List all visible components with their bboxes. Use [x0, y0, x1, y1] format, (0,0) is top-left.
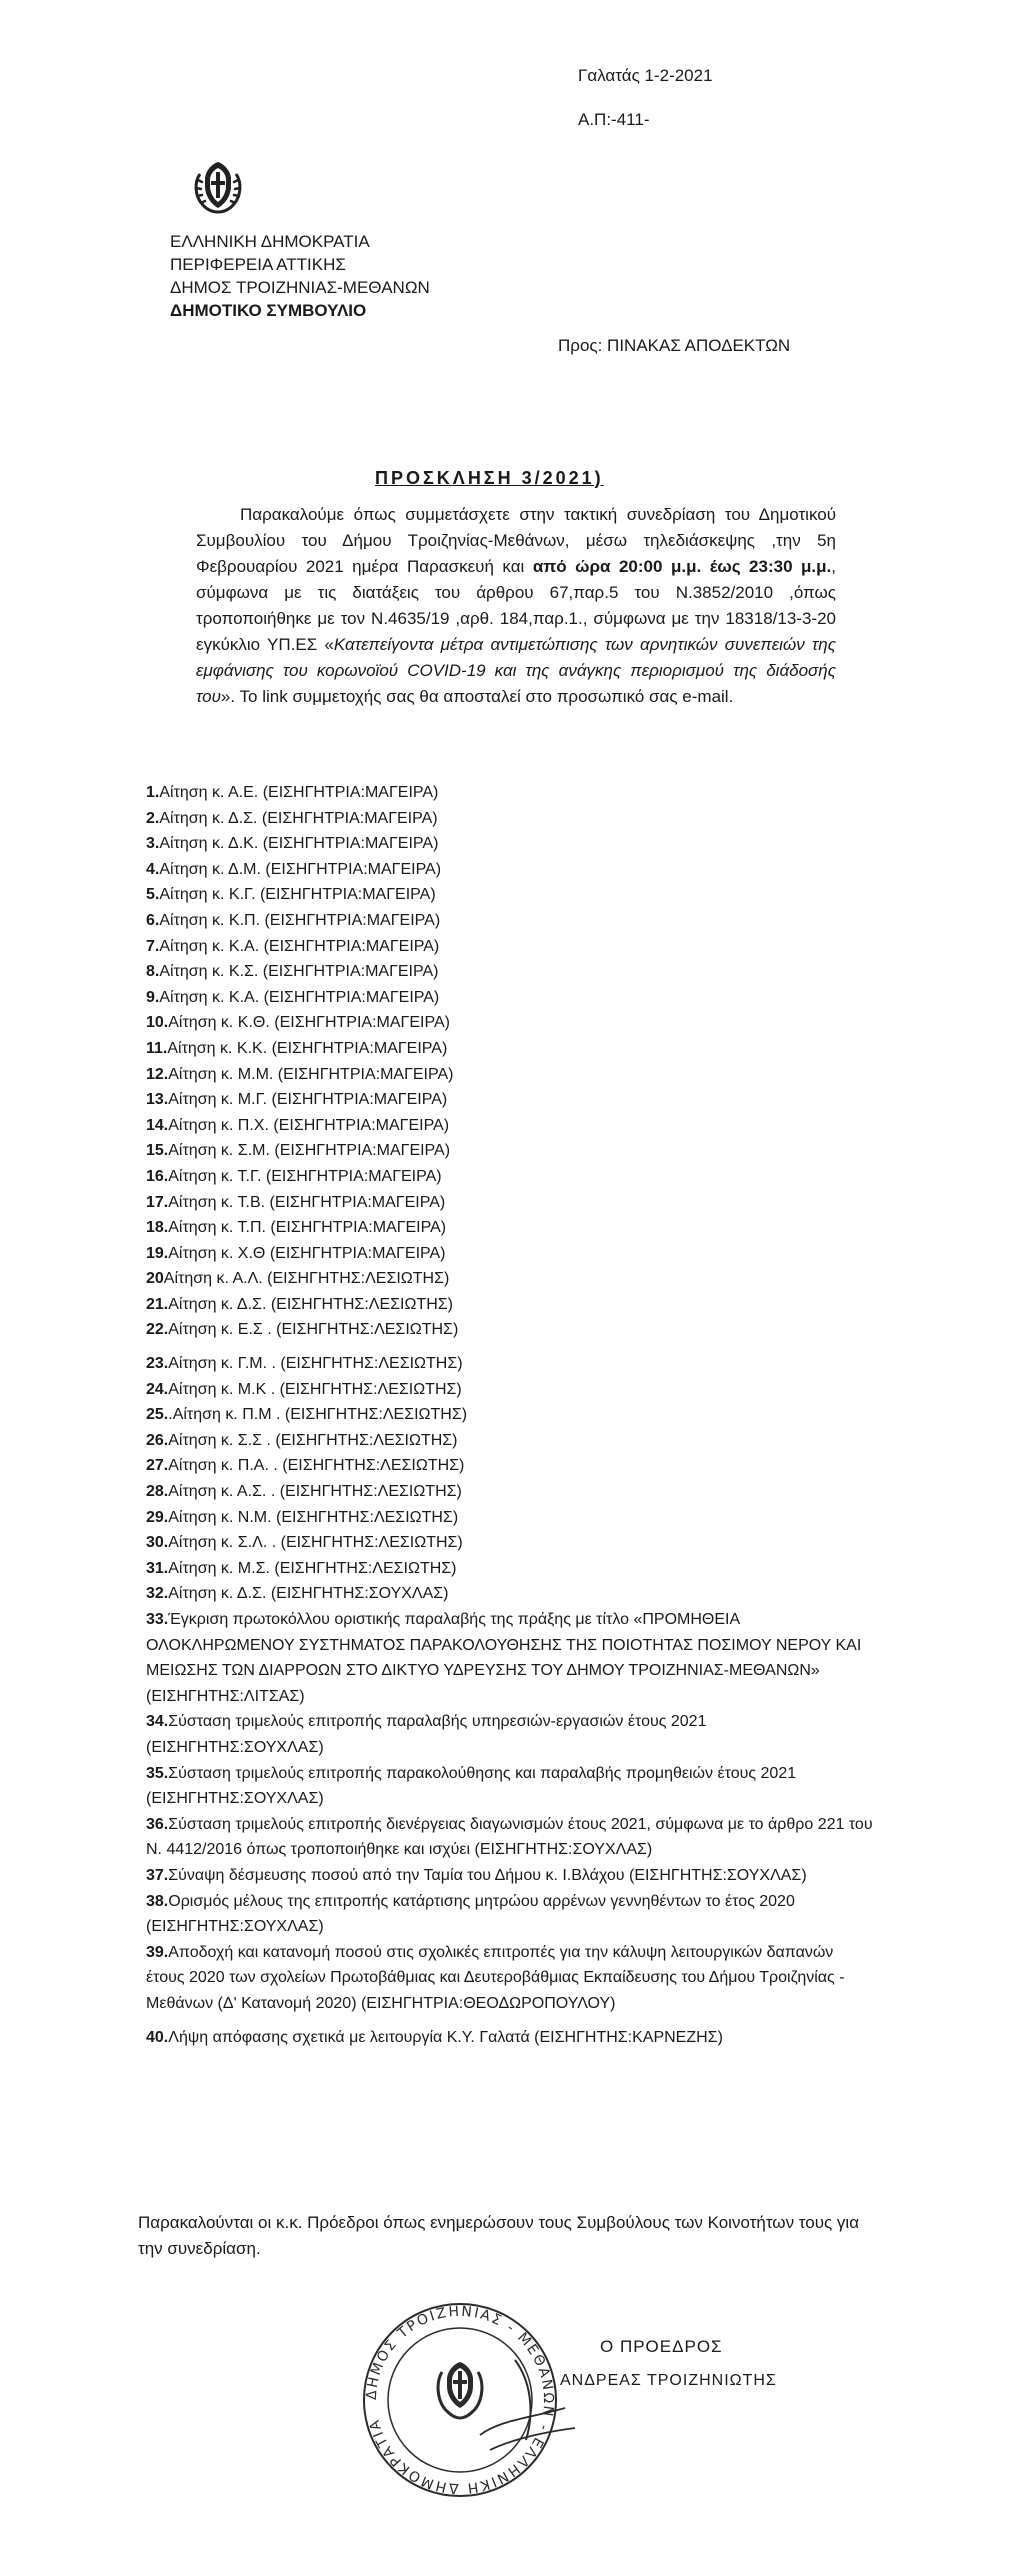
agenda-list — [146, 780, 876, 2050]
agenda-item — [146, 1266, 876, 1292]
agenda-item — [146, 1215, 876, 1241]
agenda-item-text: Αίτηση κ. Α.Λ. (ΕΙΣΗΓΗΤΗΣ:ΛΕΣΙΩΤΗΣ) — [163, 1270, 450, 1288]
intro-text-2: , σύμφωνα με τις διατάξεις του άρθρου 67,παρ.5 του Ν.3852/2010 ,όπως τροποποιήθηκε με τον Ν.4635/19 ,αρθ. 184,παρ.1., σύμφωνα με την 18318/13-3-20 εγκύκλιο ΥΠ.ΕΣ « — [196, 557, 837, 654]
agenda-item — [146, 1138, 876, 1164]
agenda-item — [146, 1428, 876, 1454]
agenda-item — [146, 857, 876, 883]
agenda-item — [146, 1761, 876, 1812]
protocol-number: Α.Π:-411- — [578, 110, 650, 129]
agenda-item — [146, 959, 876, 985]
agenda-item-text: Αίτηση κ. Α.Σ. . (ΕΙΣΗΓΗΤΗΣ:ΛΕΣΙΩΤΗΣ) — [168, 1483, 462, 1501]
agenda-item-number: 25. — [146, 1406, 169, 1424]
agenda-item-number: 24. — [146, 1380, 169, 1398]
agenda-item-number: 34. — [146, 1713, 169, 1731]
agenda-item — [146, 1453, 876, 1479]
agenda-item-number: 33. — [146, 1611, 169, 1628]
agenda-item-text: Αίτηση κ. Τ.Π. (ΕΙΣΗΓΗΤΡΙΑ:ΜΑΓΕΙΡΑ) — [168, 1219, 447, 1237]
agenda-item — [146, 1036, 876, 1062]
intro-circular-title: Κατεπείγοντα μέτρα αντιμετώπισης των αρνητικών συνεπειών της εμφάνισης του κορωνοϊού COVID-19 και της ανάγκης περιορισμού της διάδοσής του — [196, 635, 836, 706]
agenda-item-number: 18. — [146, 1219, 169, 1237]
agenda-item-text: Αίτηση κ. Δ.Κ. (ΕΙΣΗΓΗΤΡΙΑ:ΜΑΓΕΙΡΑ) — [159, 835, 439, 853]
agenda-item-number: 38. — [146, 1892, 169, 1910]
agenda-item-number: 19. — [146, 1244, 169, 1262]
agenda-item-text: Αίτηση κ. Ε.Σ . (ΕΙΣΗΓΗΤΗΣ:ΛΕΣΙΩΤΗΣ) — [168, 1321, 459, 1339]
agenda-item-number: 1. — [146, 784, 160, 801]
agenda-item-number: 40. — [146, 2028, 169, 2046]
agenda-item — [146, 1556, 876, 1582]
agenda-item-text: Σύσταση τριμελούς επιτροπής παραλαβής υπηρεσιών-εργασιών έτους 2021 (ΕΙΣΗΓΗΤΗΣ:ΣΟΥΧΛΑΣ) — [146, 1713, 707, 1756]
agenda-item-text: Αίτηση κ. Κ.Γ. (ΕΙΣΗΓΗΤΡΙΑ:ΜΑΓΕΙΡΑ) — [159, 886, 436, 904]
agenda-item — [146, 1812, 876, 1863]
intro-time-bold: από ώρα 20:00 μ.μ. έως 23:30 μ.μ. — [532, 557, 832, 576]
agenda-item — [146, 1377, 876, 1403]
agenda-item-text: Αίτηση κ. Κ.Κ. (ΕΙΣΗΓΗΤΡΙΑ:ΜΑΓΕΙΡΑ) — [167, 1039, 448, 1057]
agenda-item-text: Αίτηση κ. Σ.Λ. . (ΕΙΣΗΓΗΤΗΣ:ΛΕΣΙΩΤΗΣ) — [168, 1534, 463, 1552]
agenda-item-text: Αίτηση κ. Χ.Θ (ΕΙΣΗΓΗΤΡΙΑ:ΜΑΓΕΙΡΑ) — [168, 1244, 446, 1262]
agenda-item-text: Αίτηση κ. Δ.Σ. (ΕΙΣΗΓΗΤΗΣ:ΛΕΣΙΩΤΗΣ) — [168, 1295, 453, 1313]
agenda-item — [146, 908, 876, 934]
agenda-item-text: Αίτηση κ. Τ.Γ. (ΕΙΣΗΓΗΤΡΙΑ:ΜΑΓΕΙΡΑ) — [168, 1167, 442, 1185]
agenda-item-number: 35. — [146, 1764, 169, 1782]
agenda-item — [146, 1940, 876, 2017]
agenda-item — [146, 831, 876, 857]
agenda-item-text: Αίτηση κ. Σ.Μ. (ΕΙΣΗΓΗΤΡΙΑ:ΜΑΓΕΙΡΑ) — [168, 1142, 451, 1160]
agenda-item-number: 11. — [146, 1039, 168, 1057]
agenda-item-number: 13. — [146, 1091, 169, 1109]
agenda-item-number: 12. — [146, 1065, 169, 1083]
agenda-item — [146, 1479, 876, 1505]
agenda-item — [146, 1164, 876, 1190]
agenda-item-text: Αίτηση κ. Π.Α. . (ΕΙΣΗΓΗΤΗΣ:ΛΕΣΙΩΤΗΣ) — [168, 1457, 465, 1475]
agenda-item-number: 7. — [146, 937, 160, 955]
agenda-item-number: 9. — [146, 988, 160, 1006]
agenda-item — [146, 1505, 876, 1531]
agenda-item-text: Λήψη απόφασης σχετικά με λειτουργία Κ.Υ. Γαλατά (ΕΙΣΗΓΗΤΗΣ:ΚΑΡΝΕΖΗΣ) — [168, 2028, 723, 2046]
agenda-item-text: .Αίτηση κ. Π.Μ . (ΕΙΣΗΓΗΤΗΣ:ΛΕΣΙΩΤΗΣ) — [168, 1406, 468, 1424]
agenda-item — [146, 1241, 876, 1267]
agenda-item-text: Αίτηση κ. Τ.Β. (ΕΙΣΗΓΗΤΡΙΑ:ΜΑΓΕΙΡΑ) — [168, 1193, 446, 1211]
agenda-item-number: 3. — [146, 835, 160, 853]
agenda-item — [146, 1889, 876, 1940]
agenda-item-number: 14. — [146, 1116, 169, 1134]
agenda-item — [146, 1402, 876, 1428]
agenda-item-text: Αίτηση κ. Γ.Μ. . (ΕΙΣΗΓΗΤΗΣ:ΛΕΣΙΩΤΗΣ) — [168, 1355, 463, 1373]
agenda-item-number: 32. — [146, 1585, 169, 1603]
agenda-item — [146, 1317, 876, 1343]
signatory-title: Ο ΠΡΟΕΔΡΟΣ — [600, 2337, 723, 2356]
agenda-item-number: 15. — [146, 1142, 169, 1160]
recipients-line: Προς: ΠΙΝΑΚΑΣ ΑΠΟΔΕΚΤΩΝ — [558, 336, 791, 355]
agenda-item-text: Ορισμός μέλους της επιτροπής κατάρτισης μητρώου αρρένων γεννηθέντων το έτος 2020 (ΕΙΣΗΓΗΤΗΣ:ΣΟΥΧΛΑΣ) — [146, 1892, 795, 1936]
agenda-item-text: Αίτηση κ. Δ.Σ. (ΕΙΣΗΓΗΤΗΣ:ΣΟΥΧΛΑΣ) — [168, 1585, 449, 1603]
agenda-item-number: 30. — [146, 1534, 169, 1552]
agenda-item — [146, 1292, 876, 1318]
agenda-item-number: 16. — [146, 1167, 169, 1185]
signatory-name: ΑΝΔΡΕΑΣ ΤΡΟΙΖΗΝΙΩΤΗΣ — [560, 2372, 777, 2389]
issuer-line-country: ΕΛΛΗΝΙΚΗ ΔΗΜΟΚΡΑΤΙΑ — [170, 232, 370, 251]
agenda-item-number: 17. — [146, 1193, 169, 1211]
agenda-item-text: Αίτηση κ. Κ.Π. (ΕΙΣΗΓΗΤΡΙΑ:ΜΑΓΕΙΡΑ) — [159, 911, 441, 929]
agenda-item — [146, 1087, 876, 1113]
agenda-item-text: Αίτηση κ. Α.Ε. (ΕΙΣΗΓΗΤΡΙΑ:ΜΑΓΕΙΡΑ) — [159, 784, 439, 801]
agenda-item — [146, 1530, 876, 1556]
agenda-item — [146, 806, 876, 832]
agenda-item-number: 4. — [146, 860, 160, 878]
agenda-item-number: 2. — [146, 809, 160, 827]
document-date: Γαλατάς 1-2-2021 — [578, 66, 713, 85]
agenda-item-text: Αίτηση κ. Κ.Σ. (ΕΙΣΗΓΗΤΡΙΑ:ΜΑΓΕΙΡΑ) — [159, 963, 439, 981]
agenda-item-number: 36. — [146, 1815, 169, 1833]
agenda-item-text: Αίτηση κ. Δ.Σ. (ΕΙΣΗΓΗΤΡΙΑ:ΜΑΓΕΙΡΑ) — [159, 809, 438, 827]
agenda-item — [146, 1607, 876, 1709]
agenda-item-text: Σύσταση τριμελούς επιτροπής διενέργειας διαγωνισμών έτους 2021, σύμφωνα με το άρθρο 221 του Ν. 4412/2016 όπως τροποποιήθηκε και ισχύει (ΕΙΣΗΓΗΤΗΣ:ΣΟΥΧΛΑΣ) — [146, 1815, 873, 1859]
agenda-item-number: 37. — [146, 1866, 169, 1884]
issuer-council: ΔΗΜΟΤΙΚΟ ΣΥΜΒΟΥΛΙΟ — [170, 301, 367, 320]
agenda-item-text: Αίτηση κ. Μ.Μ. (ΕΙΣΗΓΗΤΡΙΑ:ΜΑΓΕΙΡΑ) — [168, 1065, 454, 1083]
agenda-item — [146, 1863, 876, 1889]
agenda-item-number: 10. — [146, 1014, 169, 1032]
agenda-item — [146, 934, 876, 960]
agenda-item-number: 39. — [146, 1943, 169, 1961]
agenda-item-number: 31. — [146, 1559, 169, 1577]
agenda-item-text: Αποδοχή και κατανομή ποσού στις σχολικές επιτροπές για την κάλυψη λειτουργικών δαπανών έτους 2020 των σχολείων Πρωτοβάθμιας και Δευτεροβάθμιας Εκπαίδευσης του Δήμου Τροιζηνίας - Μεθάνων (Δ' Κατανομή 2020) (ΕΙΣΗΓΗΤΡΙΑ:ΘΕΟΔΩΡΟΠΟΥΛΟΥ) — [146, 1943, 845, 2012]
agenda-item-number: 6. — [146, 911, 160, 929]
agenda-item — [146, 1113, 876, 1139]
agenda-item — [146, 1010, 876, 1036]
agenda-item-text: Αίτηση κ. Δ.Μ. (ΕΙΣΗΓΗΤΡΙΑ:ΜΑΓΕΙΡΑ) — [159, 860, 442, 878]
greek-coat-of-arms-icon — [188, 156, 248, 214]
agenda-item-text: Αίτηση κ. Κ.Α. (ΕΙΣΗΓΗΤΡΙΑ:ΜΑΓΕΙΡΑ) — [159, 937, 440, 955]
intro-paragraph — [196, 502, 836, 710]
agenda-item-number: 29. — [146, 1508, 169, 1526]
agenda-item-number: 22. — [146, 1321, 169, 1339]
intro-text-3: ». Το link συμμετοχής σας θα αποσταλεί στο προσωπικό σας e-mail. — [220, 687, 734, 706]
agenda-item — [146, 780, 876, 806]
agenda-item-text: Αίτηση κ. Κ.Α. (ΕΙΣΗΓΗΤΡΙΑ:ΜΑΓΕΙΡΑ) — [159, 988, 440, 1006]
agenda-item-number: 28. — [146, 1483, 169, 1501]
agenda-item-text: Αίτηση κ. Κ.Θ. (ΕΙΣΗΓΗΤΡΙΑ:ΜΑΓΕΙΡΑ) — [168, 1014, 450, 1032]
agenda-item-text: Αίτηση κ. Σ.Σ . (ΕΙΣΗΓΗΤΗΣ:ΛΕΣΙΩΤΗΣ) — [168, 1431, 458, 1449]
agenda-item-text: Σύσταση τριμελούς επιτροπής παρακολούθησης και παραλαβής προμηθειών έτους 2021 (ΕΙΣΗΓΗΤΗΣ:ΣΟΥΧΛΑΣ) — [146, 1764, 797, 1808]
agenda-item — [146, 2025, 876, 2051]
agenda-item — [146, 1351, 876, 1377]
agenda-item — [146, 985, 876, 1011]
agenda-item — [146, 1062, 876, 1088]
municipal-stamp-icon — [330, 2300, 590, 2500]
agenda-item-text: Αίτηση κ. Μ.Γ. (ΕΙΣΗΓΗΤΡΙΑ:ΜΑΓΕΙΡΑ) — [168, 1091, 448, 1109]
agenda-item-number: 21. — [146, 1295, 169, 1313]
agenda-item-text: Αίτηση κ. Ν.Μ. (ΕΙΣΗΓΗΤΗΣ:ΛΕΣΙΩΤΗΣ) — [168, 1508, 459, 1526]
agenda-item-text: Αίτηση κ. Μ.Σ. (ΕΙΣΗΓΗΤΗΣ:ΛΕΣΙΩΤΗΣ) — [168, 1559, 457, 1577]
agenda-item — [146, 1190, 876, 1216]
agenda-item — [146, 882, 876, 908]
document-title: ΠΡΟΣΚΛΗΣΗ 3/2021) — [375, 468, 604, 488]
agenda-item-number: 26. — [146, 1431, 169, 1449]
agenda-item-number: 8. — [146, 963, 160, 981]
footer-note: Παρακαλούνται οι κ.κ. Πρόεδροι όπως ενημερώσουν τους Συμβούλους των Κοινοτήτων τους για την συνεδρίαση. — [138, 2213, 860, 2258]
issuer-line-municipality: ΔΗΜΟΣ ΤΡΟΙΖΗΝΙΑΣ-ΜΕΘΑΝΩΝ — [170, 278, 430, 297]
agenda-item-number: 5. — [146, 886, 160, 904]
agenda-item — [146, 1709, 876, 1760]
stamp-ring-text: ΔΗΜΟΣ ΤΡΟΙΖΗΝΙΑΣ - ΜΕΘΑΝΩΝ - ΕΛΛΗΝΙΚΗ ΔΗΜΟΚΡΑΤΙΑ — [363, 2303, 557, 2497]
agenda-item — [146, 1581, 876, 1607]
agenda-item-number: 27. — [146, 1457, 169, 1475]
agenda-item-text: Έγκριση πρωτοκόλλου οριστικής παραλαβής της πράξης με τίτλο «ΠΡΟΜΗΘΕΙΑ ΟΛΟΚΛΗΡΩΜΕΝΟΥ ΣΥΣΤΗΜΑΤΟΣ ΠΑΡΑΚΟΛΟΥΘΗΣΗΣ ΤΗΣ ΠΟΙΟΤΗΤΑΣ ΠΟΣΙΜΟΥ ΝΕΡΟΥ ΚΑΙ ΜΕΙΩΣΗΣ ΤΩΝ ΔΙΑΡΡΟΩΝ ΣΤΟ ΔΙΚΤΥΟ ΥΔΡΕΥΣΗΣ ΤΟΥ ΔΗΜΟΥ ΤΡΟΙΖΗΝΙΑΣ-ΜΕΘΑΝΩΝ» (ΕΙΣΗΓΗΤΗΣ:ΛΙΤΣΑΣ) — [146, 1611, 862, 1705]
issuer-block — [170, 230, 430, 322]
agenda-item-text: Αίτηση κ. Μ.Κ . (ΕΙΣΗΓΗΤΗΣ:ΛΕΣΙΩΤΗΣ) — [168, 1380, 462, 1398]
agenda-item-number: 20 — [146, 1270, 164, 1288]
agenda-item-text: Αίτηση κ. Π.Χ. (ΕΙΣΗΓΗΤΡΙΑ:ΜΑΓΕΙΡΑ) — [168, 1116, 450, 1134]
intro-text-1: Παρακαλούμε όπως συμμετάσχετε στην τακτική συνεδρίαση του Δημοτικού Συμβουλίου του Δήμου Τροιζηνίας-Μεθάνων, μέσω τηλεδιάσκεψης ,την 5η Φεβρουαρίου 2021 ημέρα Παρασκευή και — [196, 505, 836, 576]
agenda-item-number: 23. — [146, 1355, 169, 1373]
issuer-line-region: ΠΕΡΙΦΕΡΕΙΑ ΑΤΤΙΚΗΣ — [170, 255, 346, 274]
agenda-item-text: Σύναψη δέσμευσης ποσού από την Ταμία του Δήμου κ. Ι.Βλάχου (ΕΙΣΗΓΗΤΗΣ:ΣΟΥΧΛΑΣ) — [168, 1866, 807, 1884]
